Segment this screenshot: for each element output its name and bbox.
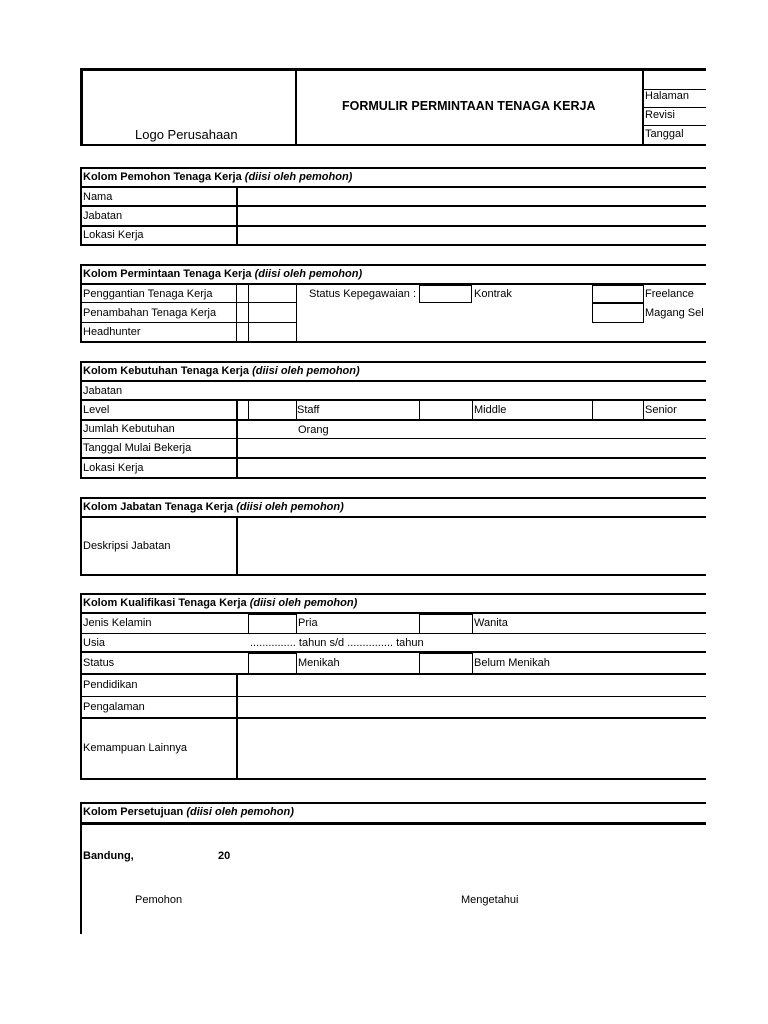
sec6-head-bottom [80,822,706,825]
sec5-col [236,674,238,779]
pendidikan-field[interactable] [239,675,706,696]
label-penambahan: Penambahan Tenaga Kerja [83,307,217,319]
sec3-line-2 [80,419,706,421]
label-status-kepegawaian: Status Kepegawaian : [309,288,417,300]
label-jabatan-kebutuhan: Jabatan [83,385,123,397]
menikah-checkbox[interactable] [248,653,297,674]
label-pengalaman: Pengalaman [83,701,145,713]
freelance-checkbox[interactable] [592,285,644,303]
kemampuan-lainnya-field[interactable] [239,719,706,778]
magang-checkbox[interactable] [592,303,644,323]
sec4-col [236,517,238,575]
mengetahui-signature-area[interactable] [420,910,570,934]
sec2-top [80,264,706,266]
meta-tanggal: Tanggal [645,128,684,140]
label-tanggal-mulai: Tanggal Mulai Bekerja [83,442,192,454]
header-meta-line-2 [643,125,706,126]
sec4-top [80,497,706,499]
sec5-head-bottom [80,612,706,614]
deskripsi-jabatan-field[interactable] [239,518,706,574]
meta-revisi: Revisi [645,109,675,121]
sec1-left [80,167,82,246]
sec2-left [80,264,82,343]
lokasi-kerja-field[interactable] [239,227,706,244]
sec3-left [80,361,82,479]
sec1-heading: Kolom Pemohon Tenaga Kerja (diisi oleh pemohon) [83,171,353,183]
jabatan-field[interactable] [239,207,706,225]
label-jumlah-kebutuhan: Jumlah Kebutuhan [83,423,175,435]
nama-field[interactable] [239,188,706,205]
sec4-bottom [80,574,706,576]
label-nama: Nama [83,191,113,203]
header-bottom-border [80,144,706,146]
label-level: Level [83,404,110,416]
sec6-heading: Kolom Persetujuan (diisi oleh pemohon) [83,806,294,818]
label-mengetahui: Mengetahui [461,894,519,906]
logo-placeholder: Logo Perusahaan [135,127,238,142]
sec6-top [80,802,706,804]
headhunter-checkbox[interactable] [249,323,296,341]
approval-year: 20 [218,850,231,862]
sec3-level-col-d [472,400,473,420]
label-status: Status [83,657,115,669]
label-pemohon: Pemohon [135,894,183,906]
sec1-top [80,167,706,169]
header-left-border [80,68,83,146]
sec3-top [80,361,706,363]
sec2-col-a [236,284,237,342]
wanita-checkbox[interactable] [419,614,473,634]
lokasi-kerja-2-field[interactable] [239,459,706,477]
sec3-heading: Kolom Kebutuhan Tenaga Kerja (diisi oleh pemohon) [83,365,360,377]
sec3-col [236,400,238,478]
sec5-line-1 [80,633,706,634]
sec3-level-col-f [643,400,644,420]
pemohon-signature-area[interactable] [90,910,240,934]
label-orang: Orang [298,424,329,436]
senior-checkbox[interactable] [593,401,643,419]
sec2-bottom [80,341,706,343]
sec2-heading: Kolom Permintaan Tenaga Kerja (diisi oleh pemohon) [83,268,363,280]
middle-checkbox[interactable] [420,401,472,419]
label-freelance: Freelance [645,288,694,300]
sec1-col [236,186,238,246]
meta-halaman: Halaman [645,90,690,102]
label-headhunter: Headhunter [83,326,141,338]
usia-range-text[interactable]: ............... tahun s/d ............... tahun [250,637,424,649]
sec5-heading: Kolom Kualifikasi Tenaga Kerja (diisi oleh pemohon) [83,597,358,609]
label-penggantian: Penggantian Tenaga Kerja [83,288,213,300]
form-title: FORMULIR PERMINTAAN TENAGA KERJA [342,99,596,113]
belum-menikah-checkbox[interactable] [419,653,473,674]
kontrak-checkbox[interactable] [419,285,472,303]
label-wanita: Wanita [474,617,508,629]
sec3-bottom [80,477,706,479]
sec1-bottom [80,244,706,246]
label-pria: Pria [298,617,318,629]
pengalaman-field[interactable] [239,697,706,717]
label-deskripsi-jabatan: Deskripsi Jabatan [83,540,171,552]
label-usia: Usia [83,637,106,649]
label-jabatan: Jabatan [83,210,123,222]
sec4-heading: Kolom Jabatan Tenaga Kerja (diisi oleh pemohon) [83,501,344,513]
sec6-left [80,802,82,934]
label-staff: Staff [297,404,320,416]
approval-city: Bandung, [83,850,134,862]
label-kontrak: Kontrak [474,288,512,300]
pria-checkbox[interactable] [248,614,297,634]
sec5-top [80,593,706,595]
header-top-border [80,68,706,71]
header-divider-1 [295,68,297,146]
sec2-col-c [296,284,297,342]
label-senior: Senior [645,404,677,416]
label-lokasi-kerja-2: Lokasi Kerja [83,462,144,474]
sec5-bottom [80,778,706,780]
penggantian-checkbox[interactable] [249,285,296,302]
penambahan-checkbox[interactable] [249,303,296,322]
jabatan-kebutuhan-field[interactable] [83,382,706,399]
label-pendidikan: Pendidikan [83,679,138,691]
label-lokasi-kerja: Lokasi Kerja [83,229,144,241]
label-magang: Magang Sel [645,307,704,319]
label-kemampuan-lainnya: Kemampuan Lainnya [83,742,187,754]
staff-checkbox[interactable] [249,401,296,419]
jumlah-field[interactable] [239,421,295,438]
label-middle: Middle [474,404,507,416]
label-jenis-kelamin: Jenis Kelamin [83,617,152,629]
sec4-left [80,497,82,576]
sec5-line-2 [80,651,706,653]
sec5-left [80,593,82,780]
label-belum-menikah: Belum Menikah [474,657,550,669]
tanggal-mulai-field[interactable] [239,439,706,457]
label-menikah: Menikah [298,657,340,669]
